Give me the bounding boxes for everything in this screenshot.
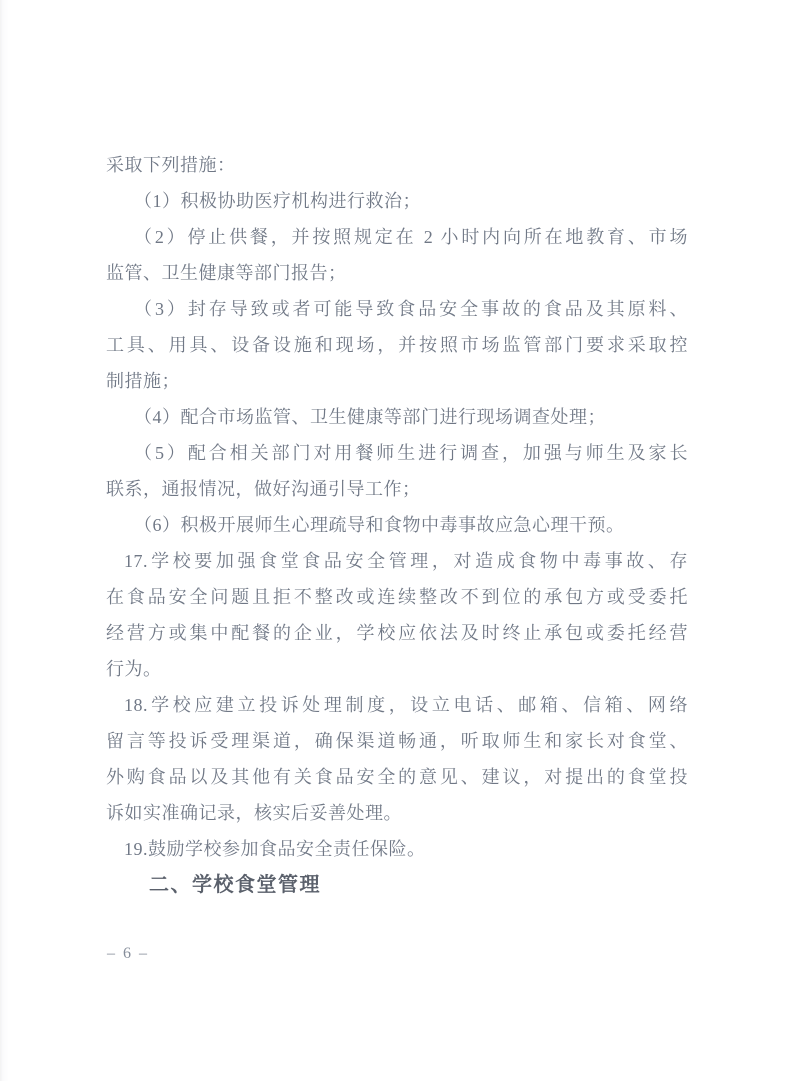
paragraph-line: 在食品安全问题且拒不整改或连续整改不到位的承包方或受委托 [106,587,688,607]
paragraph-line: 行为。 [106,659,162,679]
document-body [106,147,688,903]
paragraph-17: 17.学校要加强食堂食品安全管理，对造成食物中毒事故、存 [124,551,688,571]
paragraph-line: 联系，通报情况，做好沟通引导工作； [106,479,421,499]
list-item-3: （3）封存导致或者可能导致食品安全事故的食品及其原料、 [134,299,688,319]
list-item-6: （6）积极开展师生心理疏导和食物中毒事故应急心理干预。 [134,515,625,535]
list-item-5: （5）配合相关部门对用餐师生进行调查，加强与师生及家长 [134,443,688,463]
list-item-2: （2）停止供餐，并按照规定在 2 小时内向所在地教育、市场 [134,227,688,247]
paragraph-line: 制措施； [106,371,180,391]
page-number: – 6 – [107,945,149,962]
paragraph-19: 19.鼓励学校参加食品安全责任保险。 [124,839,426,859]
list-item-1: （1）积极协助医疗机构进行救治； [134,191,421,211]
list-item-4: （4）配合市场监管、卫生健康等部门进行现场调查处理； [134,407,606,427]
paragraph-line: 外购食品以及其他有关食品安全的意见、建议，对提出的食堂投 [106,767,688,787]
paragraph-line: 经营方或集中配餐的企业，学校应依法及时终止承包或委托经营 [106,623,688,643]
section-heading: 二、学校食堂管理 [149,874,321,896]
paragraph-18: 18.学校应建立投诉处理制度，设立电话、邮箱、信箱、网络 [124,695,688,715]
paragraph-line: 工具、用具、设备设施和现场，并按照市场监管部门要求采取控 [106,335,688,355]
paragraph-line: 诉如实准确记录，核实后妥善处理。 [106,803,402,823]
paragraph-line: 监管、卫生健康等部门报告； [106,263,347,283]
paragraph-line: 采取下列措施： [106,155,236,175]
paragraph-line: 留言等投诉受理渠道，确保渠道畅通，听取师生和家长对食堂、 [106,731,688,751]
